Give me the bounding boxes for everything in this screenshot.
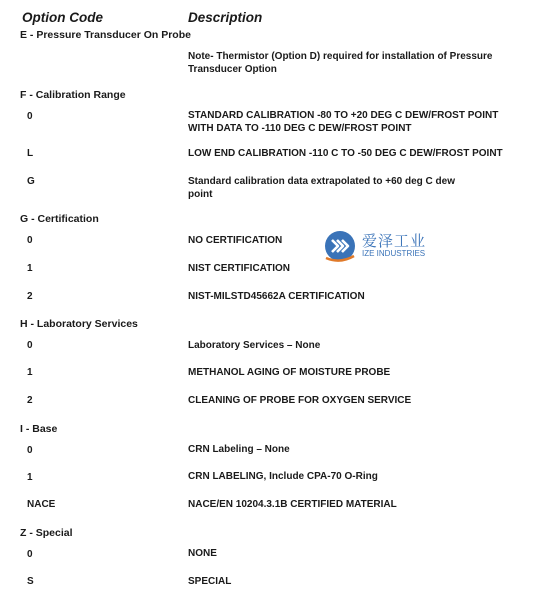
option-code: 0 (27, 235, 33, 246)
option-code: 2 (27, 395, 33, 406)
option-code: 0 (27, 445, 33, 456)
ize-logo-icon (322, 228, 358, 264)
option-code: NACE (27, 499, 56, 510)
ize-industries-watermark (322, 228, 442, 264)
option-description: CLEANING OF PROBE FOR OXYGEN SERVICE (188, 395, 412, 406)
option-description: STANDARD CALIBRATION -80 TO +20 DEG C DEW/FROST POINT WITH DATA TO -110 DEG C DEW/FROST POINT (188, 110, 499, 134)
option-description: SPECIAL (188, 576, 232, 587)
watermark-cn-text: 爱泽工业 (362, 232, 427, 250)
section-z-title: Z - Special (20, 527, 73, 539)
section-h-title: H - Laboratory Services (20, 318, 138, 330)
section-g-title: G - Certification (20, 213, 99, 225)
option-code: 1 (27, 263, 33, 274)
option-code: 1 (27, 367, 33, 378)
option-description: NACE/EN 10204.3.1B CERTIFIED MATERIAL (188, 499, 397, 510)
option-description: LOW END CALIBRATION -110 C TO -50 DEG C DEW/FROST POINT (188, 148, 503, 159)
section-e-title: E - Pressure Transducer On Probe (20, 29, 191, 41)
option-description: Standard calibration data extrapolated to +60 deg C dew point (188, 176, 456, 200)
option-code: 0 (27, 549, 33, 560)
option-description: Laboratory Services – None (188, 340, 321, 351)
option-code: S (27, 576, 34, 587)
option-description: METHANOL AGING OF MOISTURE PROBE (188, 367, 391, 378)
section-e-note: Note- Thermistor (Option D) required for installation of Pressure Transducer Option (188, 51, 493, 75)
option-description: NONE (188, 548, 217, 559)
option-description: NIST CERTIFICATION (188, 263, 291, 274)
option-code-header: Option Code (22, 10, 103, 25)
option-description: NIST-MILSTD45662A CERTIFICATION (188, 291, 365, 302)
option-description: CRN LABELING, Include CPA-70 O-Ring (188, 471, 378, 482)
section-f-title: F - Calibration Range (20, 89, 126, 101)
option-code: 1 (27, 472, 33, 483)
option-code: G (27, 176, 35, 187)
option-code: L (27, 148, 34, 159)
option-code: 0 (27, 340, 33, 351)
option-description: CRN Labeling – None (188, 444, 290, 455)
option-code: 2 (27, 291, 33, 302)
option-description: NO CERTIFICATION (188, 235, 283, 246)
watermark-en-text: IZE INDUSTRIES (362, 249, 426, 258)
section-i-title: I - Base (20, 423, 58, 435)
option-code: 0 (27, 111, 33, 122)
description-header: Description (188, 10, 263, 25)
